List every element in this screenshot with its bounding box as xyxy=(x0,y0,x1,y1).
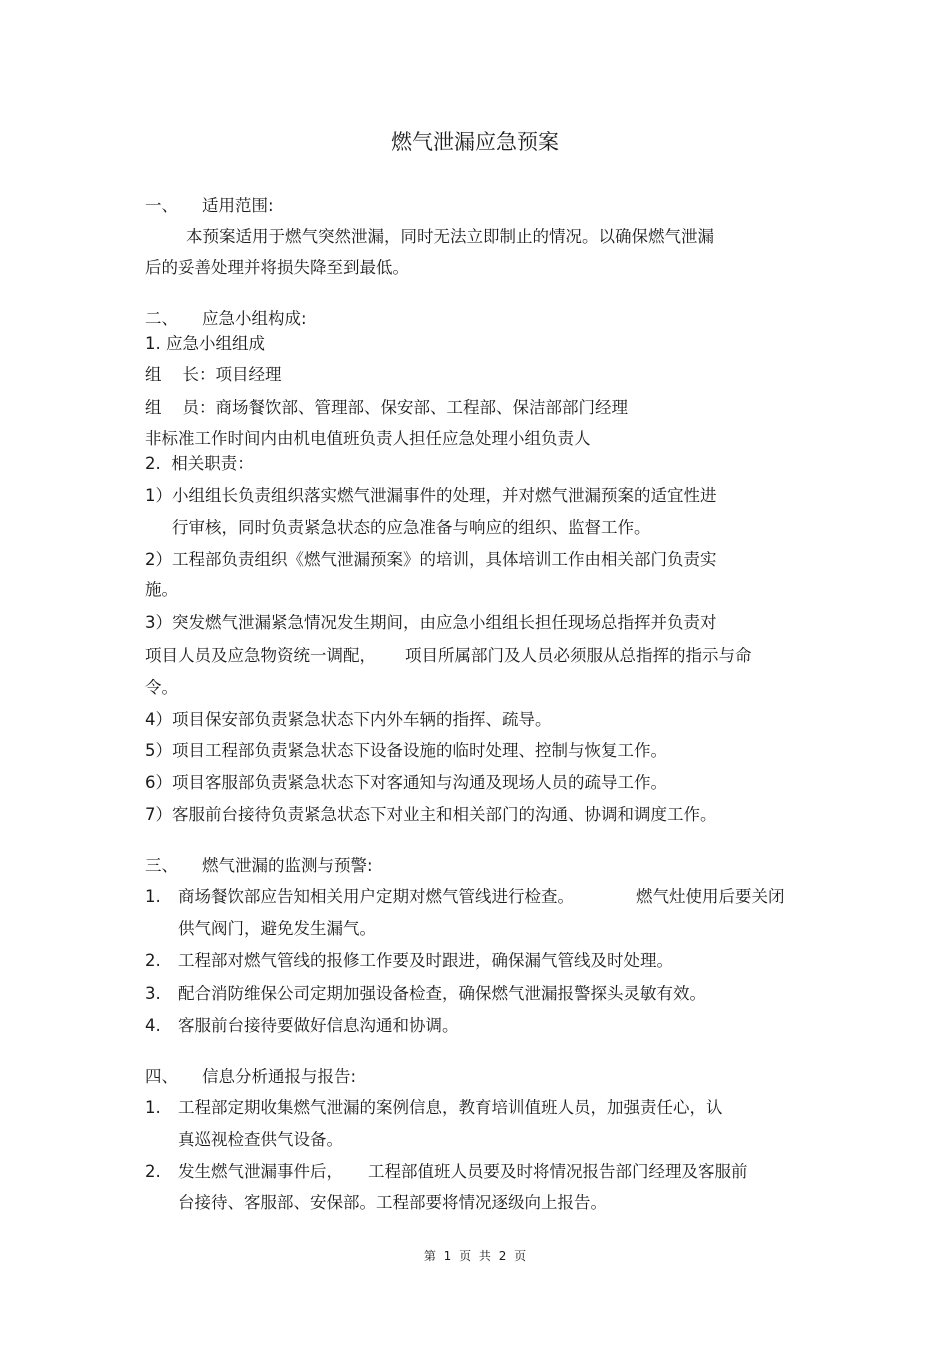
section-3-item-2: 工程部对燃气管线的报修工作要及时跟进，确保漏气管线及时处理。 xyxy=(178,951,673,970)
section-4-number: 四、 xyxy=(145,1067,178,1086)
duty-1-line-2: 行审核，同时负责紧急状态的应急准备与响应的组织、监督工作。 xyxy=(172,518,651,537)
section-3-item-2-number: 2. xyxy=(145,951,161,970)
section-1-paragraph-line-2: 后的妥善处理并将损失降至到最低。 xyxy=(145,258,409,277)
section-4-item-1-line-1: 工程部定期收集燃气泄漏的案例信息，教育培训值班人员，加强责任心，认 xyxy=(178,1098,723,1117)
section-3-item-1-line-2: 供气阀门，避免发生漏气。 xyxy=(178,919,376,938)
section-4-item-2-line-1a: 发生燃气泄漏事件后， xyxy=(178,1162,343,1181)
section-2-number: 二、 xyxy=(145,309,178,328)
duty-4: 4）项目保安部负责紧急状态下内外车辆的指挥、疏导。 xyxy=(145,710,552,729)
section-3-number: 三、 xyxy=(145,856,178,875)
section-1-heading: 适用范围: xyxy=(202,196,274,215)
duty-3-line-2b: 项目所属部门及人员必须服从总指挥的指示与命 xyxy=(405,646,752,665)
section-4-item-2-number: 2. xyxy=(145,1162,161,1181)
section-3-item-3-number: 3. xyxy=(145,984,161,1003)
duty-2-line-2: 施。 xyxy=(145,580,178,599)
section-3-heading: 燃气泄漏的监测与预警: xyxy=(202,856,373,875)
group-leader: 组 长：项目经理 xyxy=(145,365,282,384)
section-4-item-2-line-2: 台接待、客服部、安保部。工程部要将情况逐级向上报告。 xyxy=(178,1193,607,1212)
page-title: 燃气泄漏应急预案 xyxy=(391,130,559,154)
duty-3-line-1: 3）突发燃气泄漏紧急情况发生期间，由应急小组组长担任现场总指挥并负责对 xyxy=(145,613,717,632)
duty-7: 7）客服前台接待负责紧急状态下对业主和相关部门的沟通、协调和调度工作。 xyxy=(145,805,717,824)
subsection-2-2: 2. 相关职责： xyxy=(145,454,254,473)
section-4-item-1-number: 1. xyxy=(145,1098,161,1117)
duty-5: 5）项目工程部负责紧急状态下设备设施的临时处理、控制与恢复工作。 xyxy=(145,741,667,760)
non-standard-hours-note: 非标准工作时间内由机电值班负责人担任应急处理小组负责人 xyxy=(145,429,591,448)
section-3-item-4: 客服前台接待要做好信息沟通和协调。 xyxy=(178,1016,459,1035)
section-3-item-3: 配合消防维保公司定期加强设备检查，确保燃气泄漏报警探头灵敏有效。 xyxy=(178,984,706,1003)
section-4-heading: 信息分析通报与报告: xyxy=(202,1067,357,1086)
duty-3-line-2a: 项目人员及应急物资统一调配， xyxy=(145,646,376,665)
section-1-number: 一、 xyxy=(145,196,178,215)
duty-3-line-3: 令。 xyxy=(145,678,178,697)
group-members: 组 员：商场餐饮部、管理部、保安部、工程部、保洁部部门经理 xyxy=(145,398,628,417)
section-4-item-2-line-1b: 工程部值班人员要及时将情况报告部门经理及客服前 xyxy=(368,1162,748,1181)
duty-1-line-1: 1）小组组长负责组织落实燃气泄漏事件的处理，并对燃气泄漏预案的适宜性进 xyxy=(145,486,717,505)
section-3-item-1-number: 1. xyxy=(145,887,161,906)
section-3-item-4-number: 4. xyxy=(145,1016,161,1035)
section-4-item-1-line-2: 真巡视检查供气设备。 xyxy=(178,1130,343,1149)
duty-6: 6）项目客服部负责紧急状态下对客通知与沟通及现场人员的疏导工作。 xyxy=(145,773,667,792)
section-1-paragraph-line-1: 本预案适用于燃气突然泄漏，同时无法立即制止的情况。以确保燃气泄漏 xyxy=(186,227,714,246)
duty-2-line-1: 2）工程部负责组织《燃气泄漏预案》的培训，具体培训工作由相关部门负责实 xyxy=(145,550,717,569)
section-3-item-1-line-1a: 商场餐饮部应告知相关用户定期对燃气管线进行检查。 xyxy=(178,887,574,906)
subsection-2-1: 1. 应急小组组成 xyxy=(145,334,265,353)
section-2-heading: 应急小组构成: xyxy=(202,309,307,328)
section-3-item-1-line-1b: 燃气灶使用后要关闭 xyxy=(636,887,785,906)
page-footer: 第 1 页 共 2 页 xyxy=(423,1249,527,1263)
